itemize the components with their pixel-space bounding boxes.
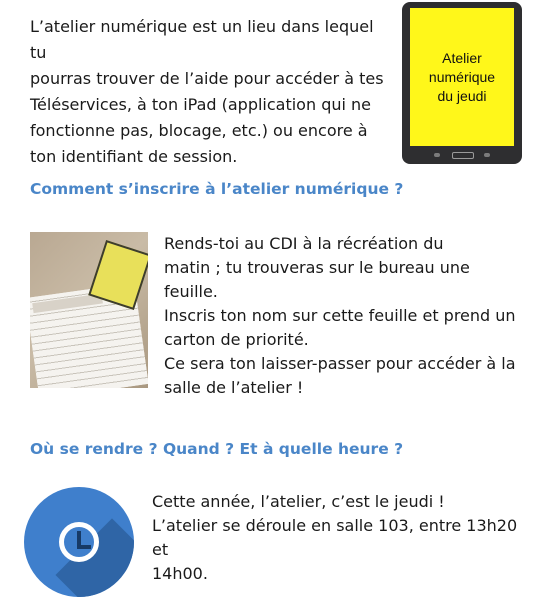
tablet-screen-line: Atelier <box>442 49 482 66</box>
inscription-line: Ce sera ton laisser-passer pour accéder à la <box>164 354 516 373</box>
inscription-line: salle de l’atelier ! <box>164 378 304 397</box>
section-heading-when-where: Où se rendre ? Quand ? Et à quelle heure ? <box>30 440 404 458</box>
back-button-icon <box>434 153 440 157</box>
schedule-line: L’atelier se déroule en salle 103, entre 13h20 et <box>152 516 518 559</box>
schedule-line: 14h00. <box>152 564 208 583</box>
tablet-screen-line: du jeudi <box>437 87 487 104</box>
intro-paragraph <box>30 14 390 170</box>
schedule-line: Cette année, l’atelier, c’est le jeudi ! <box>152 492 445 511</box>
menu-button-icon <box>484 153 490 157</box>
inscription-line: carton de priorité. <box>164 330 309 349</box>
intro-line: pourras trouver de l’aide pour accéder à tes <box>30 69 384 88</box>
inscription-paragraph <box>164 232 524 400</box>
intro-line: ton identifiant de session. <box>30 147 238 166</box>
clock-icon <box>24 487 134 597</box>
tablet-screen <box>410 8 514 146</box>
schedule-paragraph <box>152 490 532 586</box>
intro-line: Téléservices, à ton iPad (application qui ne <box>30 95 372 114</box>
inscription-line: Inscris ton nom sur cette feuille et prend un <box>164 306 516 325</box>
intro-line: L’atelier numérique est un lieu dans lequel tu <box>30 17 374 62</box>
registration-sheet-photo <box>30 232 148 388</box>
tablet-screen-line: numérique <box>428 68 496 85</box>
inscription-line: matin ; tu trouveras sur le bureau une feuille. <box>164 258 470 301</box>
intro-line: fonctionne pas, blocage, etc.) ou encore à <box>30 121 368 140</box>
home-button-icon <box>452 152 474 159</box>
section-heading-inscription: Comment s’inscrire à l’atelier numérique ? <box>30 180 404 198</box>
inscription-line: Rends-toi au CDI à la récréation du <box>164 234 444 253</box>
tablet-icon <box>402 2 522 164</box>
